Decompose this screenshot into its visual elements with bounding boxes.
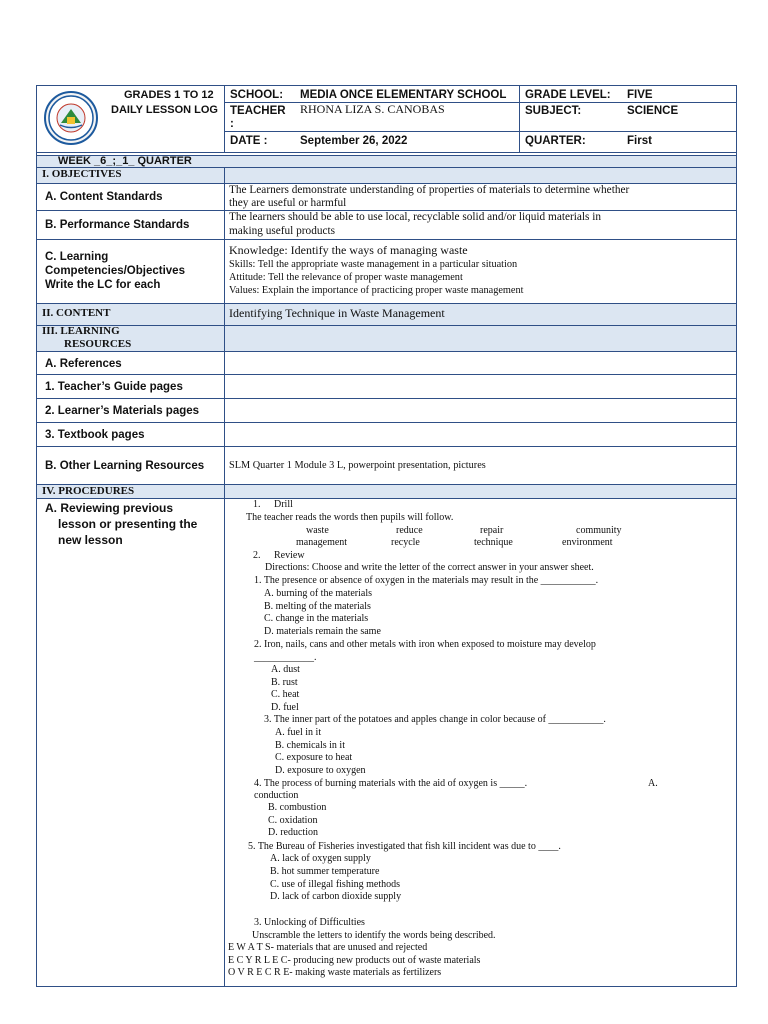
drill-word: repair [480,525,504,536]
log-title: DAILY LESSON LOG [111,104,218,116]
question-5-option: D. lack of carbon dioxide supply [270,891,402,902]
question-4-option: B. combustion [268,802,327,813]
unlocking-title: 3. Unlocking of Difficulties [254,917,365,928]
learning-competencies-label-2: Competencies/Objectives [45,265,185,277]
question-4-option: D. reduction [268,827,318,838]
question-5-option: A. lack of oxygen supply [270,853,371,864]
question-5-option: B. hot summer temperature [270,866,380,877]
question-2-blank: ____________. [254,652,317,663]
attitude-objective: Attitude: Tell the relevance of proper waste management [229,272,463,283]
question-3-option: B. chemicals in it [275,740,345,751]
teacher-colon: : [230,118,234,130]
question-4-option-letter: A. [648,778,658,789]
drill-word: community [576,525,622,536]
date-value: September 26, 2022 [300,135,408,147]
reviewing-label-1: A. Reviewing previous [45,501,174,515]
teacher-label: TEACHER [230,105,286,117]
performance-standards-line2: making useful products [229,225,336,237]
content-heading: II. CONTENT [42,307,111,319]
drill-number: 1. [253,499,261,510]
values-objective: Values: Explain the importance of practicing proper waste management [229,285,524,296]
content-standards-label: A. Content Standards [45,191,163,203]
question-1-option: D. materials remain the same [264,626,381,637]
question-4: 4. The process of burning materials with the aid of oxygen is _____. [254,778,528,789]
question-2-option: B. rust [271,677,298,688]
question-3: 3. The inner part of the potatoes and apples change in color because of ___________. [264,714,606,725]
school-seal-logo [44,91,98,145]
learners-materials-label: 2. Learner’s Materials pages [45,405,200,417]
week-quarter: WEEK _6_;_1_ QUARTER [58,155,192,167]
question-3-option: A. fuel in it [275,727,322,738]
school-label: SCHOOL: [230,89,284,101]
objectives-heading: I. OBJECTIVES [42,168,122,180]
drill-word: management [296,537,348,548]
resources-band [37,325,736,351]
content-value: Identifying Technique in Waste Management [229,306,445,320]
drill-word: waste [306,525,329,536]
drill-word: environment [562,537,613,548]
textbook-label: 3. Textbook pages [45,429,145,441]
resources-heading-2: RESOURCES [64,338,132,350]
grades-label: GRADES 1 TO 12 [124,89,214,101]
date-label: DATE : [230,135,268,147]
content-standards-line2: they are useful or harmful [229,197,347,209]
resources-heading-1: III. LEARNING [42,325,120,337]
performance-standards-line1: The learners should be able to use local, recyclable solid and/or liquid materials in [229,211,602,223]
subject-value: SCIENCE [627,105,679,117]
reviewing-label-3: new lesson [58,533,123,547]
question-3-option: D. exposure to oxygen [275,765,366,776]
review-directions: Directions: Choose and write the letter of the correct answer in your answer sheet. [265,562,594,573]
question-1-option: B. melting of the materials [264,601,371,612]
question-1-option: A. burning of the materials [264,588,373,599]
review-number: 2. [253,550,261,561]
performance-standards-label: B. Performance Standards [45,219,190,231]
school-value: MEDIA ONCE ELEMENTARY SCHOOL [300,89,507,101]
learning-competencies-label-3: Write the LC for each [45,279,161,291]
teachers-guide-label: 1. Teacher’s Guide pages [45,381,183,393]
references-label: A. References [45,358,122,370]
procedures-heading: IV. PROCEDURES [42,485,135,497]
question-1: 1. The presence or absence of oxygen in the materials may result in the ___________. [254,575,599,586]
unlocking-item: O V R E C R E- making waste materials as fertilizers [228,967,442,978]
drill-word: reduce [396,525,423,536]
question-2-option: C. heat [271,689,300,700]
grade-level-label: GRADE LEVEL: [525,89,611,101]
drill-word: recycle [391,537,420,548]
teacher-value: RHONA LIZA S. CANOBAS [300,102,445,116]
procedures-band [37,484,736,498]
drill-instruction: The teacher reads the words then pupils will follow. [246,512,454,523]
other-resources-label: B. Other Learning Resources [45,460,205,472]
quarter-label: QUARTER: [525,135,586,147]
question-5: 5. The Bureau of Fisheries investigated that fish kill incident was due to ____. [248,841,561,852]
drill-word: technique [474,537,513,548]
learning-competencies-label-1: C. Learning [45,251,109,263]
unlocking-item: E C Y R L E C- producing new products out of waste materials [228,955,481,966]
question-2: 2. Iron, nails, cans and other metals with iron when exposed to moisture may develop [254,639,596,650]
drill-title: Drill [274,499,293,510]
unlocking-item: E W A T S- materials that are unused and rejected [228,942,428,953]
question-3-option: C. exposure to heat [275,752,353,763]
question-2-option: A. dust [271,664,300,675]
review-title: Review [274,550,305,561]
question-4-option: conduction [254,790,299,801]
knowledge-objective: Knowledge: Identify the ways of managing waste [229,243,468,257]
question-4-option: C. oxidation [268,815,318,826]
reviewing-label-2: lesson or presenting the [58,517,198,531]
other-resources-value: SLM Quarter 1 Module 3 L, powerpoint presentation, pictures [229,460,486,471]
quarter-value: First [627,135,652,147]
content-standards-line1: The Learners demonstrate understanding of properties of materials to determine whether [229,184,630,196]
question-2-option: D. fuel [271,702,299,713]
subject-label: SUBJECT: [525,105,582,117]
question-5-option: C. use of illegal fishing methods [270,879,400,890]
unlocking-directions: Unscramble the letters to identify the words being described. [252,930,496,941]
grade-level-value: FIVE [627,89,653,101]
question-1-option: C. change in the materials [264,613,369,624]
objectives-band [37,167,736,183]
skills-objective: Skills: Tell the appropriate waste management in a particular situation [229,259,518,270]
